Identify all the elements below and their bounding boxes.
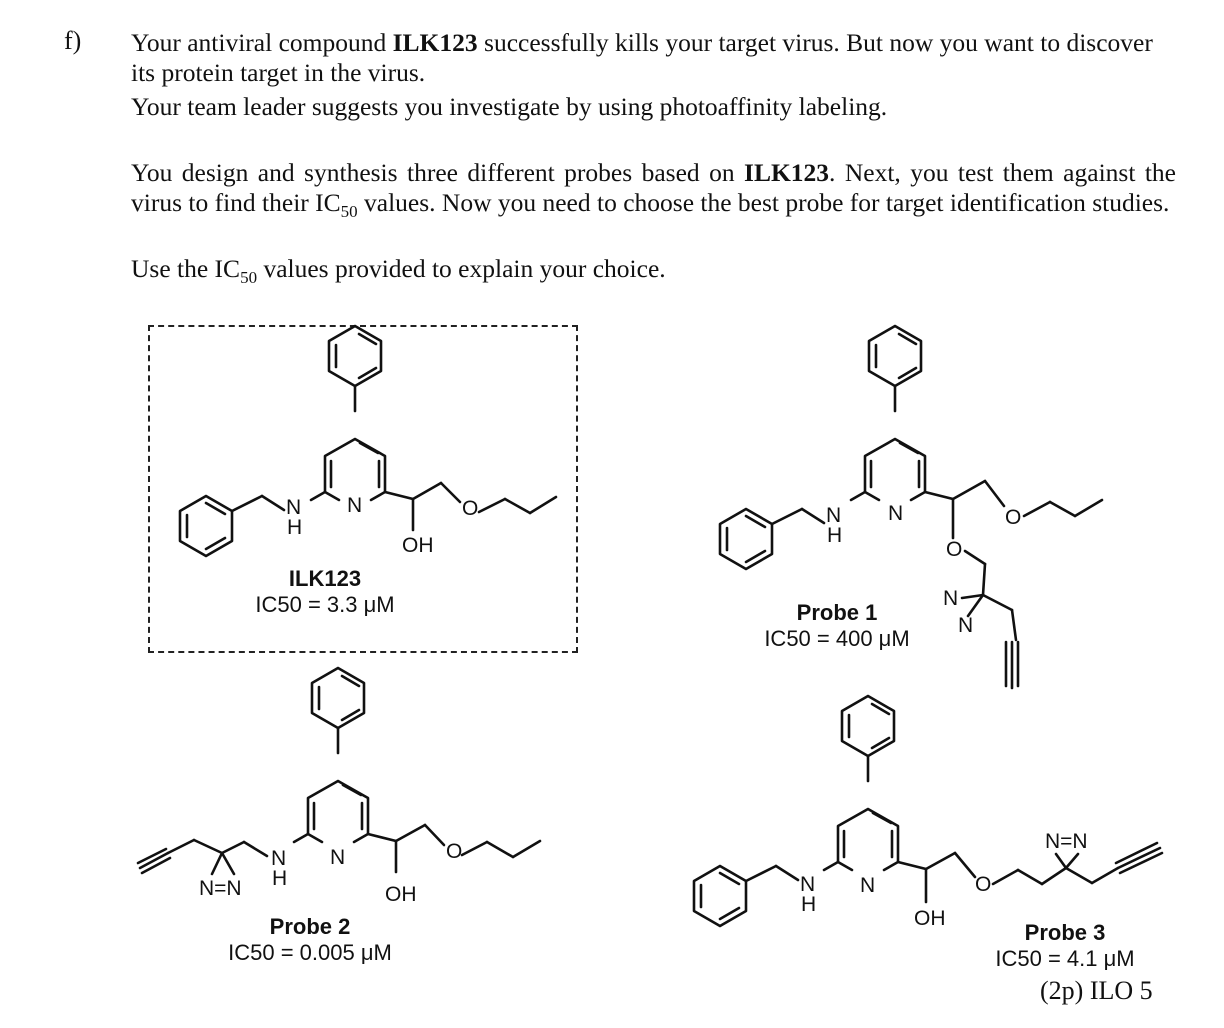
probe3-structure: [694, 696, 1162, 930]
svg-text:N: N: [800, 873, 816, 896]
svg-text:O: O: [1005, 506, 1022, 529]
ic50-value: IC50 = 4.1 μM: [995, 946, 1135, 971]
ic50-value: IC50 = 3.3 μM: [255, 592, 395, 617]
points-label: (2p) ILO 5: [1040, 976, 1153, 1005]
svg-text:O: O: [946, 538, 963, 561]
compound-label: Probe 2: [269, 914, 351, 939]
svg-text:OH: OH: [385, 883, 417, 906]
svg-text:N: N: [943, 587, 959, 610]
probe2-caption: [210, 914, 410, 966]
question-task: You design and synthesis three different probes based on ILK123. Next, you test them against the virus to find their $IC_{50}$ values. Now you need to choose the best probe for target identification studies.: [131, 158, 1177, 222]
probe2-structure: [138, 668, 540, 906]
svg-text:O: O: [975, 873, 992, 896]
svg-text:N=N: N=N: [1045, 830, 1088, 853]
question-instruction: Use the $IC_{50}$ values provided to explain your choice.: [131, 254, 666, 288]
svg-text:N: N: [860, 874, 876, 897]
svg-text:OH: OH: [402, 534, 434, 557]
question-label: f): [64, 26, 82, 55]
svg-text:N: N: [958, 614, 974, 637]
compound-label: ILK123: [288, 566, 362, 591]
svg-text:N=N: N=N: [199, 877, 242, 900]
svg-text:N: N: [330, 846, 346, 869]
ilk123-structure: [180, 326, 556, 557]
svg-text:N: N: [826, 504, 842, 527]
compound-name: ILK123: [392, 28, 478, 57]
ic50-value: IC50 = 0.005 μM: [228, 940, 392, 965]
probe3-caption: [975, 920, 1155, 972]
question-hint: Your team leader suggests you investigate by using photoaffinity labeling.: [131, 92, 888, 121]
svg-text:N: N: [271, 847, 287, 870]
svg-text:H: H: [827, 524, 843, 547]
probe1-caption: [742, 600, 932, 652]
svg-text:N: N: [888, 502, 904, 525]
svg-text:N: N: [347, 494, 363, 517]
compound-label: Probe 1: [796, 600, 878, 625]
svg-text:O: O: [446, 840, 463, 863]
question-intro: Your antiviral compound ILK123 successfully kills your target virus. But now you want to discover its protein target in the virus.: [131, 28, 1153, 87]
svg-text:H: H: [287, 516, 303, 539]
svg-text:H: H: [801, 893, 817, 916]
svg-text:N: N: [286, 496, 302, 519]
svg-text:OH: OH: [914, 907, 946, 930]
svg-text:O: O: [462, 497, 479, 520]
ic50-value: IC50 = 400 μM: [764, 626, 910, 651]
compound-label: Probe 3: [1024, 920, 1106, 945]
svg-text:H: H: [272, 867, 288, 890]
ilk123-caption: [240, 566, 410, 618]
